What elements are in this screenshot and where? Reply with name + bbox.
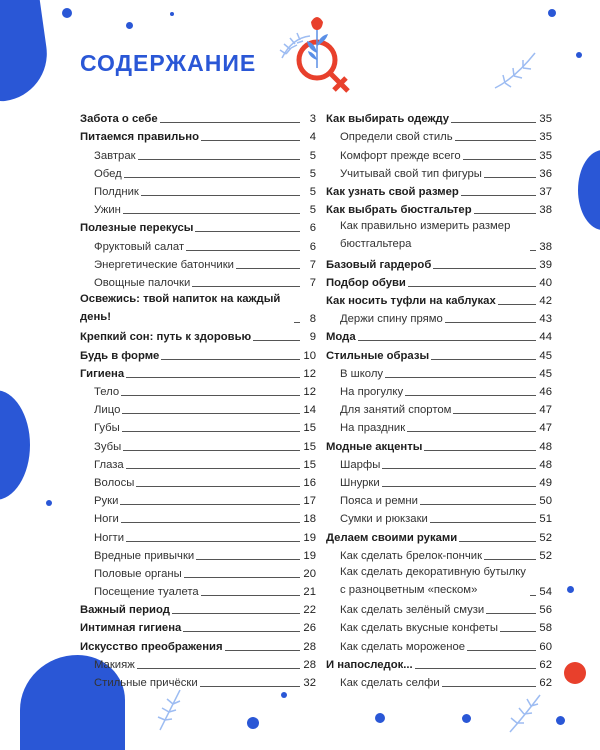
toc-entry[interactable]	[326, 254, 552, 272]
leader-line	[358, 340, 536, 341]
toc-entry[interactable]	[80, 672, 316, 690]
leader-line	[123, 213, 300, 214]
toc-entry-title: Руки	[94, 495, 119, 508]
leader-line	[408, 286, 536, 287]
toc-page-number: 38	[539, 240, 552, 253]
leader-line	[474, 213, 536, 214]
toc-entry[interactable]	[326, 635, 552, 653]
toc-entry[interactable]	[80, 599, 316, 617]
leader-line	[433, 268, 536, 269]
toc-page-number: 5	[309, 204, 316, 217]
toc-entry-title: Фруктовый салат	[94, 240, 185, 253]
toc-page-number: 37	[539, 185, 552, 198]
toc-entry-title: Мода	[326, 331, 356, 344]
leader-line	[500, 631, 536, 632]
leader-line	[136, 486, 300, 487]
female-symbol-icon	[262, 8, 382, 98]
leader-line	[442, 686, 536, 687]
toc-entry[interactable]	[326, 144, 552, 162]
leader-line	[121, 395, 300, 396]
toc-page-number: 35	[539, 113, 552, 126]
toc-entry-title: Как сделать зелёный смузи	[340, 604, 485, 617]
toc-entry-title: Сумки и рюкзаки	[340, 513, 428, 526]
toc-page-number: 5	[309, 167, 316, 180]
toc-page-number: 16	[303, 476, 316, 489]
dot	[567, 586, 574, 593]
right-edge-blob	[578, 150, 600, 230]
toc-entry[interactable]	[80, 417, 316, 435]
toc-entry[interactable]	[80, 526, 316, 544]
dot	[375, 713, 385, 723]
leader-line	[186, 250, 300, 251]
toc-entry-title: Ноги	[94, 513, 119, 526]
toc-page-number: 48	[539, 440, 552, 453]
toc-entry[interactable]	[80, 654, 316, 672]
leader-line	[420, 504, 536, 505]
toc-entry[interactable]	[80, 490, 316, 508]
toc-page-number: 26	[303, 622, 316, 635]
toc-entry-title: Для занятий спортом	[340, 404, 452, 417]
toc-entry-title: Полезные перекусы	[80, 222, 194, 235]
toc-entry-title: Обед	[94, 167, 122, 180]
dot	[62, 8, 72, 18]
toc-entry-title: Энергетические батончики	[94, 258, 234, 271]
toc-entry-title: Шнурки	[340, 476, 380, 489]
toc-entry[interactable]	[326, 344, 552, 362]
toc-entry[interactable]	[326, 654, 552, 672]
leader-line	[498, 304, 536, 305]
toc-page-number: 45	[539, 367, 552, 380]
toc-page-number: 20	[303, 567, 316, 580]
toc-entry-title: Как сделать вкусные конфеты	[340, 622, 499, 635]
toc-entry[interactable]	[80, 126, 316, 144]
toc-entry-title: Как выбрать бюстгальтер	[326, 204, 472, 217]
toc-page-number: 32	[303, 677, 316, 690]
toc-entry[interactable]	[80, 617, 316, 635]
toc-page-number: 62	[539, 677, 552, 690]
leader-line	[431, 359, 536, 360]
toc-entry-title: Базовый гардероб	[326, 258, 432, 271]
dot	[556, 716, 565, 725]
leader-line	[122, 413, 300, 414]
leader-line	[124, 177, 300, 178]
toc-page-number: 48	[539, 458, 552, 471]
leader-line	[195, 231, 300, 232]
toc-entry[interactable]	[80, 635, 316, 653]
toc-entry-title: Зубы	[94, 440, 122, 453]
toc-page-number: 6	[309, 240, 316, 253]
toc-entry[interactable]	[326, 472, 552, 490]
leader-line	[467, 650, 536, 651]
dot	[170, 12, 174, 16]
toc-page-number: 60	[539, 640, 552, 653]
toc-entry-title: Посещение туалета	[94, 586, 199, 599]
toc-page-number: 43	[539, 313, 552, 326]
toc-entry[interactable]	[326, 381, 552, 399]
toc-entry[interactable]	[80, 363, 316, 381]
toc-entry[interactable]	[326, 199, 552, 217]
toc-page-number: 9	[309, 331, 316, 344]
toc-page-number: 6	[309, 222, 316, 235]
leader-line	[160, 122, 300, 123]
toc-entry[interactable]	[326, 308, 552, 326]
toc-entry-title: Завтрак	[94, 149, 136, 162]
toc-page-number: 47	[539, 422, 552, 435]
dot	[576, 52, 582, 58]
leader-line	[126, 377, 300, 378]
leader-line	[430, 522, 536, 523]
leader-line	[453, 413, 536, 414]
toc-entry[interactable]	[80, 399, 316, 417]
toc-page-number: 39	[539, 258, 552, 271]
toc-page-number: 42	[539, 295, 552, 308]
toc-page-number: 56	[539, 604, 552, 617]
leaf-sprig-icon	[490, 48, 540, 93]
top-left-blob	[0, 0, 53, 105]
toc-entry-title: Лицо	[94, 404, 121, 417]
toc-entry-title: На праздник	[340, 422, 406, 435]
leader-line	[530, 595, 536, 596]
toc-page-number: 44	[539, 331, 552, 344]
leader-line	[201, 140, 300, 141]
toc-entry-title: Глаза	[94, 458, 124, 471]
toc-page-number: 36	[539, 167, 552, 180]
leader-line	[196, 559, 300, 560]
toc-page-number: 21	[303, 586, 316, 599]
leader-line	[225, 650, 300, 651]
toc-page-number: 38	[539, 204, 552, 217]
leaf-sprig-icon	[505, 690, 545, 735]
toc-entry-title: Держи спину прямо	[340, 313, 443, 326]
toc-right-column	[326, 108, 552, 690]
leader-line	[184, 577, 300, 578]
toc-entry-title: Вредные привычки	[94, 549, 195, 562]
toc-page-number: 5	[309, 185, 316, 198]
toc-entry-title: Макияж	[94, 658, 135, 671]
toc-entry-title: Как сделать брелок-пончик	[340, 549, 483, 562]
toc-entry[interactable]	[326, 363, 552, 381]
toc-entry[interactable]	[80, 508, 316, 526]
toc-page-number: 62	[539, 658, 552, 671]
toc-entry-title: Пояса и ремни	[340, 495, 418, 508]
toc-entry-title: Овощные палочки	[94, 276, 191, 289]
toc-entry-title: Подбор обуви	[326, 276, 406, 289]
toc-page-number: 52	[539, 531, 552, 544]
leader-line	[463, 159, 536, 160]
leader-line	[121, 522, 300, 523]
toc-page-number: 28	[303, 658, 316, 671]
toc-entry-title: Как выбирать одежду	[326, 113, 450, 126]
leader-line	[138, 159, 300, 160]
leader-line	[530, 250, 536, 251]
toc-entry-title: Как носить туфли на каблуках	[326, 295, 496, 308]
toc-entry-title: Питаемся правильно	[80, 131, 199, 144]
toc-page-number: 18	[303, 513, 316, 526]
toc-page-number: 46	[539, 386, 552, 399]
toc-entry-title: Как правильно измерить размер бюстгальтера	[340, 220, 511, 251]
leader-line	[253, 340, 300, 341]
toc-page-number: 7	[309, 258, 316, 271]
toc-entry[interactable]	[80, 254, 316, 272]
leader-line	[486, 613, 536, 614]
toc-entry-title: Гигиена	[80, 367, 125, 380]
toc-entry[interactable]	[326, 490, 552, 508]
toc-entry-title: Как сделать мороженое	[340, 640, 466, 653]
toc-entry[interactable]	[326, 181, 552, 199]
toc-entry[interactable]	[80, 454, 316, 472]
leader-line	[126, 541, 300, 542]
toc-entry[interactable]	[326, 108, 552, 126]
toc-entry-title: Модные акценты	[326, 440, 423, 453]
leader-line	[126, 468, 300, 469]
toc-entry[interactable]	[326, 599, 552, 617]
red-dot	[564, 662, 586, 684]
toc-entry[interactable]	[80, 163, 316, 181]
toc-page-number: 49	[539, 476, 552, 489]
toc-entry[interactable]	[80, 199, 316, 217]
toc-entry[interactable]	[80, 217, 316, 235]
leader-line	[183, 631, 300, 632]
toc-entry-title: Комфорт прежде всего	[340, 149, 461, 162]
leader-line	[451, 122, 536, 123]
toc-entry[interactable]	[80, 545, 316, 563]
toc-entry[interactable]	[326, 435, 552, 453]
toc-page-number: 52	[539, 549, 552, 562]
leader-line	[455, 140, 536, 141]
leader-line	[120, 504, 300, 505]
toc-entry-title: Стильные причёски	[94, 677, 198, 690]
toc-entry[interactable]	[326, 545, 552, 563]
toc-entry-title: Как сделать селфи	[340, 677, 440, 690]
leader-line	[484, 559, 536, 560]
toc-entry-title: Важный период	[80, 604, 170, 617]
toc-page-number: 50	[539, 495, 552, 508]
toc-entry-title: И напоследок...	[326, 658, 413, 671]
toc-entry[interactable]	[80, 326, 316, 344]
toc-entry-title: Искусство преображения	[80, 640, 223, 653]
toc-entry[interactable]	[80, 272, 316, 290]
leader-line	[445, 322, 536, 323]
toc-page-number: 17	[303, 495, 316, 508]
leader-line	[201, 595, 300, 596]
toc-page-number: 5	[309, 149, 316, 162]
toc-entry-title: На прогулку	[340, 386, 404, 399]
leader-line	[294, 322, 300, 323]
toc-entry[interactable]	[326, 326, 552, 344]
toc-entry[interactable]	[326, 617, 552, 635]
toc-page-number: 12	[303, 367, 316, 380]
toc-entry-title: Половые органы	[94, 567, 182, 580]
toc-entry-title: Волосы	[94, 476, 135, 489]
toc-entry[interactable]	[80, 235, 316, 253]
dot	[46, 500, 52, 506]
toc-page-number: 3	[309, 113, 316, 126]
toc-entry[interactable]	[80, 581, 316, 599]
toc-entry[interactable]	[326, 672, 552, 690]
toc-page-number: 19	[303, 549, 316, 562]
toc-entry[interactable]	[80, 381, 316, 399]
toc-entry[interactable]	[80, 144, 316, 162]
toc-entry[interactable]	[326, 526, 552, 544]
leader-line	[161, 359, 300, 360]
toc-page-number: 8	[309, 313, 316, 326]
toc-page-number: 47	[539, 404, 552, 417]
leader-line	[382, 486, 536, 487]
toc-page-number: 54	[539, 586, 552, 599]
toc-entry[interactable]	[326, 563, 552, 599]
toc-page-number: 35	[539, 149, 552, 162]
toc-entry-title: Губы	[94, 422, 120, 435]
toc-page-number: 19	[303, 531, 316, 544]
toc-entry[interactable]	[80, 344, 316, 362]
toc-page-number: 12	[303, 386, 316, 399]
toc-page-number: 22	[303, 604, 316, 617]
leader-line	[123, 450, 300, 451]
toc-entry[interactable]	[80, 472, 316, 490]
leader-line	[424, 450, 536, 451]
toc-entry[interactable]	[326, 163, 552, 181]
toc-page-number: 10	[303, 349, 316, 362]
leader-line	[236, 268, 300, 269]
toc-entry[interactable]	[326, 272, 552, 290]
dot	[281, 692, 287, 698]
toc-entry-title: Крепкий сон: путь к здоровью	[80, 331, 252, 344]
toc-entry[interactable]	[80, 290, 316, 326]
toc-entry[interactable]	[80, 435, 316, 453]
dot	[126, 22, 133, 29]
toc-page-number: 58	[539, 622, 552, 635]
toc-entry[interactable]	[326, 290, 552, 308]
leader-line	[122, 431, 300, 432]
leader-line	[484, 177, 536, 178]
toc-entry[interactable]	[326, 217, 552, 253]
toc-page-number: 45	[539, 349, 552, 362]
toc-entry[interactable]	[326, 508, 552, 526]
leader-line	[407, 431, 536, 432]
toc-left-column	[80, 108, 316, 690]
leader-line	[461, 195, 536, 196]
page-title: СОДЕРЖАНИЕ	[80, 50, 257, 76]
toc-entry-title: Полдник	[94, 185, 139, 198]
toc-page-number: 15	[303, 440, 316, 453]
toc-page-number: 14	[303, 404, 316, 417]
toc-entry[interactable]	[80, 181, 316, 199]
toc-entry[interactable]	[326, 417, 552, 435]
toc-entry-title: Как сделать декоративную бутылку с разноцветным «песком»	[340, 565, 526, 596]
leaf-sprig-icon	[150, 685, 190, 735]
toc-page-number: 51	[539, 513, 552, 526]
toc-entry-title: Будь в форме	[80, 349, 160, 362]
toc-entry-title: Освежись: твой напиток на каждый день!	[80, 292, 281, 324]
toc-page-number: 15	[303, 422, 316, 435]
toc-entry-title: Забота о себе	[80, 113, 158, 126]
toc-entry-title: Ужин	[94, 204, 121, 217]
toc-entry[interactable]	[326, 399, 552, 417]
toc-page-number: 28	[303, 640, 316, 653]
toc-entry-title: Шарфы	[340, 458, 381, 471]
leader-line	[385, 377, 536, 378]
toc-entry-title: Стильные образы	[326, 349, 430, 362]
leader-line	[415, 668, 536, 669]
leader-line	[137, 668, 300, 669]
toc-entry-title: Тело	[94, 386, 120, 399]
leader-line	[192, 286, 300, 287]
toc-entry-title: Учитывай свой тип фигуры	[340, 167, 482, 180]
toc-entry[interactable]	[326, 454, 552, 472]
toc-entry-title: Ногти	[94, 531, 125, 544]
toc-entry[interactable]	[80, 108, 316, 126]
leader-line	[405, 395, 536, 396]
toc-entry-title: В школу	[340, 367, 384, 380]
toc-page-number: 7	[309, 276, 316, 289]
toc-entry[interactable]	[80, 563, 316, 581]
dot	[548, 9, 556, 17]
toc-page-number: 35	[539, 131, 552, 144]
toc-page-number: 40	[539, 276, 552, 289]
leader-line	[459, 541, 536, 542]
toc-entry-title: Как узнать свой размер	[326, 185, 459, 198]
toc-page-number: 4	[309, 131, 316, 144]
left-middle-blob	[0, 390, 30, 500]
leader-line	[141, 195, 300, 196]
leader-line	[200, 686, 300, 687]
toc-page-number: 15	[303, 458, 316, 471]
toc-entry-title: Интимная гигиена	[80, 622, 182, 635]
dot	[462, 714, 471, 723]
dot	[247, 717, 259, 729]
leader-line	[382, 468, 536, 469]
toc-entry-title: Определи свой стиль	[340, 131, 453, 144]
leader-line	[172, 613, 300, 614]
toc-entry[interactable]	[326, 126, 552, 144]
toc-entry-title: Делаем своими руками	[326, 531, 458, 544]
